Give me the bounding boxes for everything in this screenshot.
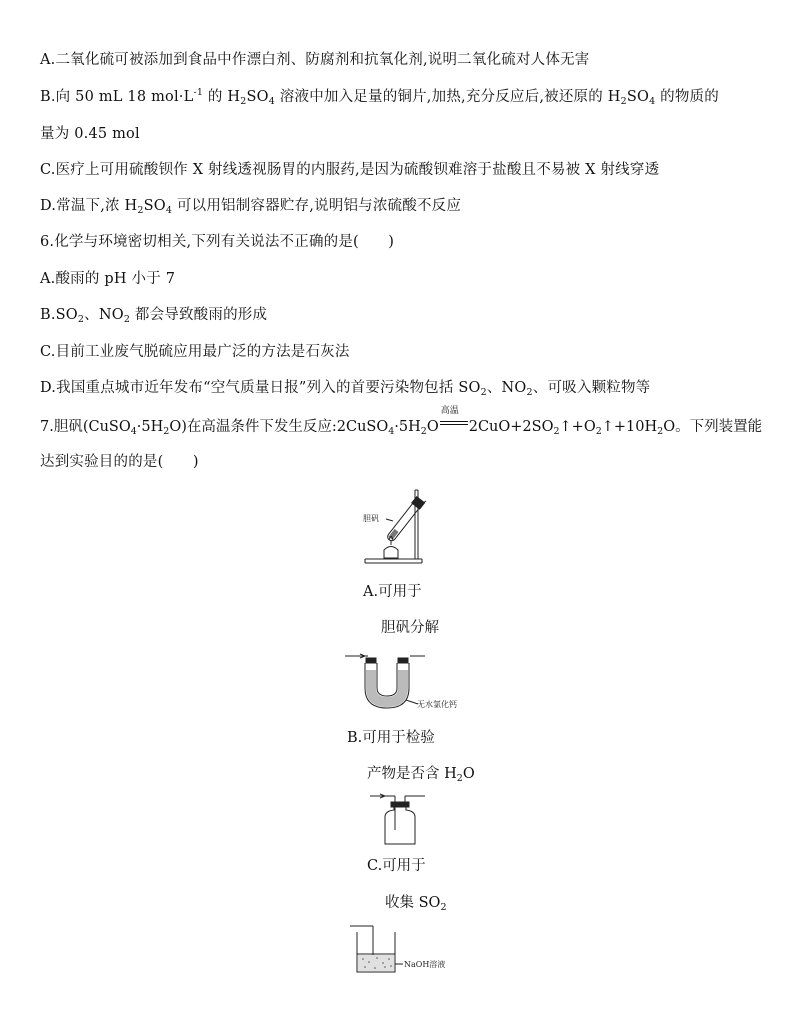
subscript: 4: [165, 205, 173, 216]
reaction-condition: [440, 406, 468, 430]
desiccant-fill: [366, 670, 408, 707]
text-run: 2CuO+2SO: [468, 419, 554, 435]
subscript: 2: [595, 426, 602, 437]
text-run: 产物是否含 H: [367, 766, 457, 782]
text-run: SO: [143, 198, 166, 214]
subscript: 4: [130, 426, 137, 437]
label-cacl2: 无水氯化钙: [417, 700, 457, 709]
figure-b-caption-2: [367, 764, 475, 784]
label-leader: [386, 519, 393, 521]
subscript: 2: [163, 426, 170, 437]
option-5b: [40, 87, 760, 107]
text-run: 的物质的: [655, 89, 719, 105]
subscript: 4: [268, 96, 275, 107]
equals-bar: [440, 421, 468, 422]
text-run: 收集 SO: [385, 895, 441, 911]
question-6: 6.化学与环境密切相关,下列有关说法不正确的是( ): [40, 234, 395, 250]
text-run: ·5H: [136, 419, 164, 435]
figure-c-caption-1: C.可用于: [367, 858, 426, 874]
text-run: D.我国重点城市近年发布“空气质量日报”列入的首要污染物包括 SO: [40, 380, 481, 396]
equals-bar: [440, 424, 468, 425]
text-run: 溶液中加入足量的铜片,加热,充分反应后,被还原的 H: [275, 89, 621, 105]
option-5d: [40, 196, 760, 216]
subscript: 2: [553, 426, 560, 437]
figure-b-caption-1: B.可用于检验: [347, 730, 435, 746]
solution: [358, 955, 394, 971]
subscript: 2: [240, 96, 247, 107]
question-7-cont: 达到实验目的的是( ): [40, 454, 199, 470]
u-tube-inner: [377, 663, 397, 696]
text-run: B.SO: [40, 307, 78, 323]
stopper: [366, 658, 376, 663]
text-run: ↑+10H: [601, 419, 658, 435]
text-run: 、NO: [486, 380, 527, 396]
text-run: O: [426, 419, 439, 435]
text-run: 都会导致酸雨的形成: [130, 307, 268, 323]
option-5c: C.医疗上可用硫酸钡作 X 射线透视肠胃的内服药,是因为硫酸钡难溶于盐酸且不易被 X 射线穿透: [40, 162, 660, 178]
label-bluestone: 胆矾: [363, 514, 379, 523]
apparatus-c-gas-bottle: [365, 790, 435, 850]
text-run: 、NO: [84, 307, 124, 323]
subscript: 2: [657, 426, 664, 437]
subscript: 2: [620, 96, 627, 107]
text-run: ·5H: [394, 419, 421, 435]
option-5b-cont: 量为 0.45 mol: [40, 126, 140, 142]
subscript: 2: [526, 387, 533, 398]
question-7: [40, 406, 763, 437]
subscript: 2: [77, 314, 85, 325]
text-run: B.向 50 mL 18 mol·L: [40, 89, 194, 105]
subscript: 4: [649, 96, 656, 107]
subscript: 2: [480, 387, 487, 398]
subscript: 2: [420, 426, 427, 437]
figure-a-caption-1: A.可用于: [363, 584, 422, 600]
condition-label: 高温: [440, 406, 459, 416]
subscript: 2: [440, 902, 447, 913]
figure-c-caption-2: [385, 893, 446, 913]
superscript: -1: [193, 87, 204, 98]
text-run: O)在高温条件下发生反应:2CuSO: [169, 419, 389, 435]
figure-a-caption-2: 胆矾分解: [381, 620, 439, 636]
text-run: D.常温下,浓 H: [40, 198, 138, 214]
alcohol-lamp: [384, 547, 398, 559]
bottle: [385, 807, 415, 844]
label-naoh: NaOH溶液: [404, 960, 446, 969]
option-6d: [40, 378, 760, 398]
text-run: O: [462, 766, 475, 782]
apparatus-b-u-tube: [340, 650, 460, 715]
text-run: O。下列装置能: [663, 419, 763, 435]
text-run: 可以用铝制容器贮存,说明铝与浓硫酸不反应: [172, 198, 462, 214]
subscript: 2: [456, 773, 463, 784]
text-run: 的 H: [203, 89, 241, 105]
subscript: 2: [137, 205, 144, 216]
apparatus-a-heating: [360, 485, 450, 567]
text-run: SO: [626, 89, 650, 105]
text-run: SO: [246, 89, 269, 105]
text-run: ↑+O: [559, 419, 596, 435]
option-6a: A.酸雨的 pH 小于 7: [40, 271, 176, 287]
subscript: 2: [123, 314, 131, 325]
option-6b: [40, 305, 760, 325]
text-run: 7.胆矾(CuSO: [40, 419, 131, 435]
stopper: [398, 658, 408, 663]
option-6c: C.目前工业废气脱硫应用最广泛的方法是石灰法: [40, 344, 350, 360]
text-run: 、可吸入颗粒物等: [532, 380, 651, 396]
option-5a: A.二氧化硫可被添加到食品中作漂白剂、防腐剂和抗氧化剂,说明二氧化硫对人体无害: [40, 52, 590, 68]
apparatus-d-beaker: [345, 920, 455, 978]
subscript: 4: [388, 426, 395, 437]
stopper: [391, 802, 409, 807]
